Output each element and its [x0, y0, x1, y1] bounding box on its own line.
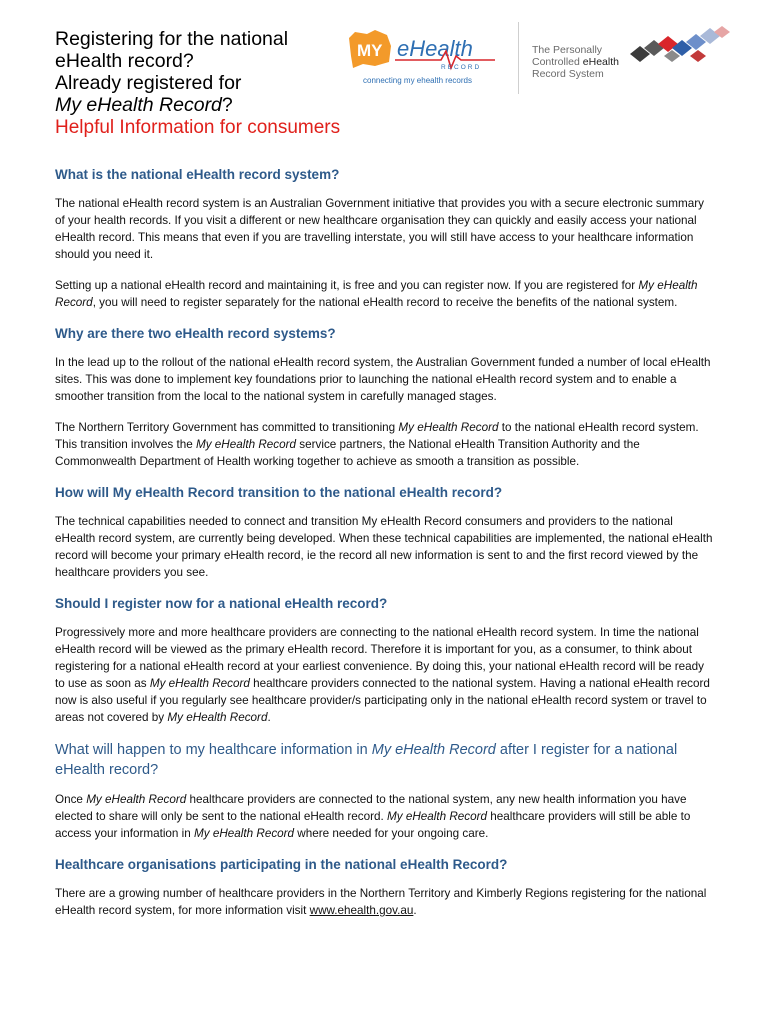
section-register-now: [55, 595, 715, 726]
title-italic-name: My eHealth Record: [55, 94, 222, 116]
heading-what-happens: [55, 740, 715, 780]
heading-run: What will happen to my healthcare information in: [55, 742, 372, 758]
text-run: where needed for your ongoing care.: [294, 827, 489, 840]
paragraph: [55, 277, 715, 311]
heading-what-is: What is the national eHealth record system?: [55, 167, 340, 182]
my-ehealth-record-logo: [345, 26, 505, 88]
paragraph: [55, 419, 715, 470]
text-run: Progressively more and more healthcare providers are connecting to the national eHealth record system. In time the national eHealth record will be viewed as the primary eHealth record. Therefore it is important for you, as a consumer, to think about registering for a national eHealth record at your earliest convenience. By doing this, your national eHealth record will be ready to use as soon as: [55, 626, 705, 690]
text-run: Setting up a national eHealth record and maintaining it, is free and you can register now. If you are registered for: [55, 279, 639, 292]
ehealth-website-link[interactable]: www.ehealth.gov.au: [309, 904, 414, 917]
pcehr-cubes-icon: [620, 26, 738, 72]
logo-my-text: MY: [357, 41, 383, 60]
italic-run: My eHealth Record: [194, 827, 295, 840]
pcehr-line-1: The Personally: [532, 44, 603, 56]
text-run: There are a growing number of healthcare providers in the Northern Territory and Kimberly Regions registering for the national eHealth record system, for more information visit: [55, 887, 707, 917]
italic-run: My eHealth Record: [398, 421, 499, 434]
paragraph: [55, 791, 715, 842]
heading-run: after I register for a national eHealth record?: [55, 742, 678, 778]
pcehr-line-3: Record System: [532, 68, 604, 80]
title-line-4: [55, 94, 355, 116]
pcehr-logo-text: [532, 44, 619, 80]
text-run: .: [413, 904, 417, 917]
italic-run: My eHealth Record: [167, 711, 268, 724]
italic-run: My eHealth Record: [149, 677, 250, 690]
my-ehealth-record-logo-graphic: [345, 26, 505, 88]
paragraph: [55, 885, 715, 919]
section-transition: [55, 484, 715, 581]
text-run: service partners, the National eHealth Transition Authority and the Commonwealth Department of Health working together to achieve as smooth a transition as possible.: [55, 438, 640, 468]
title-line-3: Already registered for: [55, 72, 242, 94]
paragraph: In the lead up to the rollout of the national eHealth record system, the Australian Government funded a number of local eHealth sites. This was done to implement key foundations prior to launching the national eHealth record system and to enable a smoother transition from the local to the national system in carefully managed stages.: [55, 356, 711, 403]
heading-participating: Healthcare organisations participating in the national eHealth Record?: [55, 857, 508, 872]
title-line-1: Registering for the national: [55, 28, 289, 50]
document-title: [55, 28, 355, 139]
section-participating: [55, 856, 715, 919]
section-what-happens: [55, 740, 715, 842]
text-run: , you will need to register separately for the national eHealth record to receive the benefits of the national system.: [92, 296, 678, 309]
pcehr-line-2: [532, 56, 619, 68]
paragraph: [55, 624, 715, 726]
pcehr-line-2-prefix: Controlled: [532, 56, 583, 68]
section-two-systems: [55, 325, 715, 470]
italic-run: My eHealth Record: [86, 793, 187, 806]
text-run: .: [267, 711, 271, 724]
heading-transition: How will My eHealth Record transition to the national eHealth record?: [55, 485, 503, 500]
text-run: healthcare providers connected to the national system. Having a national eHealth record now is also useful if you regularly see healthcare provider/s participating only in the national eHealth record system or travel to areas not covered by: [55, 677, 710, 724]
text-run: Once: [55, 793, 87, 806]
logo-ehealth-text: eHealth: [397, 36, 473, 61]
logo-tagline: connecting my ehealth records: [363, 76, 472, 85]
subtitle: Helpful Information for consumers: [55, 117, 341, 138]
logo-divider: [518, 22, 519, 94]
text-run: The Northern Territory Government has committed to transitioning: [55, 421, 399, 434]
cube-cluster-icon: [630, 26, 730, 62]
text-run: to the national eHealth record system. This transition involves the: [55, 421, 699, 451]
title-question-mark: ?: [221, 94, 233, 116]
italic-run: My eHealth Record: [195, 438, 297, 451]
title-line-2: eHealth record?: [55, 50, 194, 72]
text-run: healthcare providers will still be able to access your information in: [55, 810, 691, 840]
paragraph: The national eHealth record system is an Australian Government initiative that provides you with a secure electronic summary of your health records. If you visit a different or new healthcare organisation they can quickly and easily access your national eHealth record. This means that even if you are travelling interstate, you will still have access to your healthcare information should you need it.: [55, 197, 704, 261]
heading-italic-run: My eHealth Record: [371, 742, 496, 758]
logo-record-text: RECORD: [441, 64, 482, 71]
heading-register-now: Should I register now for a national eHealth record?: [55, 596, 388, 611]
document-body: [55, 166, 715, 933]
italic-run: My eHealth Record: [55, 279, 698, 309]
pcehr-logo: [532, 26, 742, 86]
italic-run: My eHealth Record: [387, 810, 488, 823]
text-run: healthcare providers are connected to the national system, any new health information you have elected to share will only be sent to the national eHealth record.: [55, 793, 687, 823]
paragraph: The technical capabilities needed to connect and transition My eHealth Record consumers and providers to the national eHealth record system, are currently being developed. When these technical capabilities are implemented, the national eHealth record will become your primary eHealth record, ie the record all new information is sent to and the first record viewed by the healthcare providers you see.: [55, 515, 713, 579]
pcehr-line-2-bold: eHealth: [582, 56, 619, 68]
heading-two-systems: Why are there two eHealth record systems?: [55, 326, 336, 341]
section-what-is: [55, 166, 715, 311]
